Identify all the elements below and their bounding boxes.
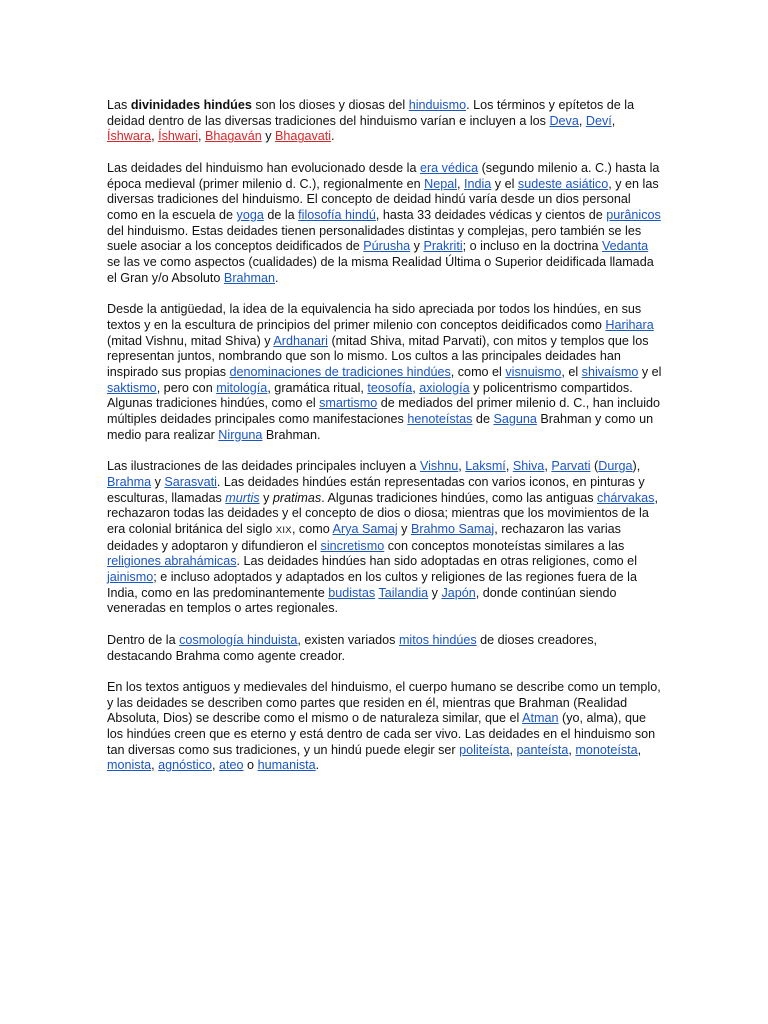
link-vedanta[interactable]: Vedanta bbox=[601, 239, 649, 254]
link-saguna[interactable]: Saguna bbox=[493, 412, 537, 427]
link-brahman[interactable]: Brahman bbox=[223, 270, 276, 285]
link-agnostico[interactable]: agnóstico bbox=[158, 758, 213, 773]
paragraph-5: Dentro de la cosmología hinduista, existen variados mitos hindúes de dioses creadores, destacando Brahma como agente creador. bbox=[107, 632, 598, 663]
link-panteista[interactable]: panteísta bbox=[516, 742, 569, 757]
link-visnuismo[interactable]: visnuismo bbox=[505, 364, 562, 379]
link-monista[interactable]: monista bbox=[107, 758, 152, 773]
link-deva[interactable]: Deva bbox=[549, 113, 579, 128]
link-mitologia[interactable]: mitología bbox=[216, 380, 268, 395]
link-hinduismo[interactable]: hinduismo bbox=[408, 98, 467, 112]
link-bhagavati[interactable]: Bhagavati bbox=[275, 129, 332, 144]
link-jainismo[interactable]: jainismo bbox=[107, 570, 154, 585]
link-puranicos[interactable]: purânicos bbox=[606, 207, 661, 222]
paragraph-6: En los textos antiguos y medievales del hinduismo, el cuerpo humano se describe como un templo, y las deidades se describen como partes que residen en él, mientras que Brahman (Realidad Absoluta, Dios) se describe como el mismo o de naturaleza similar, que el Atman (yo, alma), que los hindúes creen que es eterno y está dentro de cada ser vivo. Las deidades en el hinduismo son tan diversas como sus tradiciones, y un hindú puede elegir ser politeísta, panteísta, monoteísta, monista, agnóstico, ateo o humanista. bbox=[107, 679, 661, 773]
link-arya-samaj[interactable]: Arya Samaj bbox=[332, 521, 398, 536]
link-laksmi[interactable]: Laksmí bbox=[465, 459, 506, 474]
link-shiva[interactable]: Shiva bbox=[512, 459, 545, 474]
link-axiologia[interactable]: axiología bbox=[419, 380, 470, 395]
link-tailandia[interactable]: Tailandia bbox=[378, 585, 429, 600]
paragraph-4: Las ilustraciones de las deidades principales incluyen a Vishnu, Laksmí, Shiva, Parvati (Durga), Brahma y Sarasvati. Las deidades hindúes están representadas con varios iconos, en pinturas y esculturas, llamadas murtis y pratimas. Algunas tradiciones hindúes, como las antiguas chárvakas, rechazaron todas las deidades y el concepto de dios o diosa; mientras que los movimientos de la era colonial británica del siglo XIX, como Arya Samaj y Brahmo Samaj, rechazaron las varias deidades y adoptaron y difundieron el sincretismo con conceptos monoteístas similares a las religiones abrahámicas. Las deidades hindúes han sido adoptadas en otras religiones, como el jainismo; e incluso adoptados y adaptados en los cultos y religiones de las regiones fuera de la India, como en las predominantemente budistas Tailandia y Japón, donde continúan siendo veneradas en templos o artes regionales. bbox=[107, 459, 658, 616]
paragraph-1: Las divinidades hindúes son los dioses y diosas del hinduismo. Los términos y epítetos de la deidad dentro de las diversas tradiciones del hinduismo varían e incluyen a los Deva, Deví, Íshwara, Íshwari, Bhagaván y Bhagavati. bbox=[107, 98, 635, 144]
link-sincretismo[interactable]: sincretismo bbox=[320, 538, 385, 553]
link-nepal[interactable]: Nepal bbox=[424, 176, 457, 191]
century-numeral: XIX bbox=[275, 524, 292, 536]
link-monoteista[interactable]: monoteísta bbox=[575, 742, 638, 757]
link-brahma[interactable]: Brahma bbox=[107, 474, 152, 489]
link-nirguna[interactable]: Nirguna bbox=[218, 427, 263, 442]
link-cosmologia-hinduista[interactable]: cosmología hinduista bbox=[179, 632, 298, 647]
link-harihara[interactable]: Harihara bbox=[605, 317, 654, 332]
link-sarasvati[interactable]: Sarasvati bbox=[164, 474, 217, 489]
link-politeista[interactable]: politeísta bbox=[459, 742, 510, 757]
link-ardhanari[interactable]: Ardhanari bbox=[273, 333, 328, 348]
link-brahmo-samaj[interactable]: Brahmo Samaj bbox=[410, 521, 495, 536]
link-prakriti[interactable]: Prakriti bbox=[423, 239, 463, 254]
link-shivaismo[interactable]: shivaísmo bbox=[581, 364, 639, 379]
link-yoga[interactable]: yoga bbox=[236, 207, 264, 222]
link-devi[interactable]: Deví bbox=[585, 113, 612, 128]
link-denominaciones-de-tradiciones-hindues[interactable]: denominaciones de tradiciones hindúes bbox=[229, 364, 451, 379]
paragraph-2: Las deidades del hinduismo han evolucionado desde la era védica (segundo milenio a. C.) hasta la época medieval (primer milenio d. C.), regionalmente en Nepal, India y el sudeste asiático, y en las diversas tradiciones del hinduismo. El concepto de deidad hindú varía desde un dios personal como en la escuela de yoga de la filosofía hindú, hasta 33 deidades védicas y cientos de purânicos del hinduismo. Estas deidades tienen personalidades distintas y complejas, pero también se les suele asociar a los conceptos deidificados de Púrusha y Prakriti; o incluso en la doctrina Vedanta se las ve como aspectos (cualidades) de la misma Realidad Última o Superior deidificada llamada el Gran y/o Absoluto Brahman. bbox=[107, 160, 661, 285]
link-smartismo[interactable]: smartismo bbox=[319, 396, 378, 411]
link-bhagavan[interactable]: Bhagaván bbox=[205, 129, 262, 144]
link-henoteistas[interactable]: henoteístas bbox=[407, 412, 473, 427]
link-murtis[interactable]: murtis bbox=[225, 490, 260, 505]
link-era-vedica[interactable]: era védica bbox=[419, 160, 479, 175]
link-sudeste-asiatico[interactable]: sudeste asiático bbox=[517, 176, 609, 191]
link-ishwara[interactable]: Íshwara bbox=[107, 129, 152, 144]
italic-term: pratimas bbox=[272, 490, 322, 505]
link-ishwari[interactable]: Íshwari bbox=[158, 129, 198, 144]
paragraph-3: Desde la antigüedad, la idea de la equivalencia ha sido apreciada por todos los hindúes, en sus textos y en la escultura de principios del primer milenio con conceptos deidificados como Harihara (mitad Vishnu, mitad Shiva) y Ardhanari (mitad Shiva, mitad Parvati), con mitos y templos que los representan juntos, nombrando que son lo mismo. Los cultos a las principales deidades han inspirado sus propias denominaciones de tradiciones hindúes, como el visnuismo, el shivaísmo y el saktismo, pero con mitología, gramática ritual, teosofía, axiología y policentrismo compartidos. Algunas tradiciones hindúes, como el smartismo de mediados del primer milenio d. C., han incluido múltiples deidades principales como manifestaciones henoteístas de Saguna Brahman y como un medio para realizar Nirguna Brahman. bbox=[107, 302, 662, 442]
link-durga[interactable]: Durga bbox=[598, 459, 633, 474]
bold-term: divinidades hindúes bbox=[130, 98, 252, 112]
link-mitos-hindues[interactable]: mitos hindúes bbox=[398, 632, 477, 647]
link-vishnu[interactable]: Vishnu bbox=[419, 459, 459, 474]
link-filosofia-hindu[interactable]: filosofía hindú bbox=[298, 207, 376, 222]
link-charvakas[interactable]: chárvakas bbox=[597, 490, 655, 505]
link-india[interactable]: India bbox=[464, 176, 492, 191]
link-budistas[interactable]: budistas bbox=[328, 585, 376, 600]
link-humanista[interactable]: humanista bbox=[257, 758, 316, 773]
link-japon[interactable]: Japón bbox=[441, 585, 476, 600]
link-religiones-abrahamicas[interactable]: religiones abrahámicas bbox=[107, 554, 237, 569]
link-saktismo[interactable]: saktismo bbox=[107, 380, 157, 395]
link-purusha[interactable]: Púrusha bbox=[363, 239, 411, 254]
document-body bbox=[107, 98, 663, 790]
link-ateo[interactable]: ateo bbox=[219, 758, 244, 773]
link-atman[interactable]: Atman bbox=[522, 711, 559, 726]
link-parvati[interactable]: Parvati bbox=[551, 459, 591, 474]
link-teosofia[interactable]: teosofía bbox=[367, 380, 413, 395]
